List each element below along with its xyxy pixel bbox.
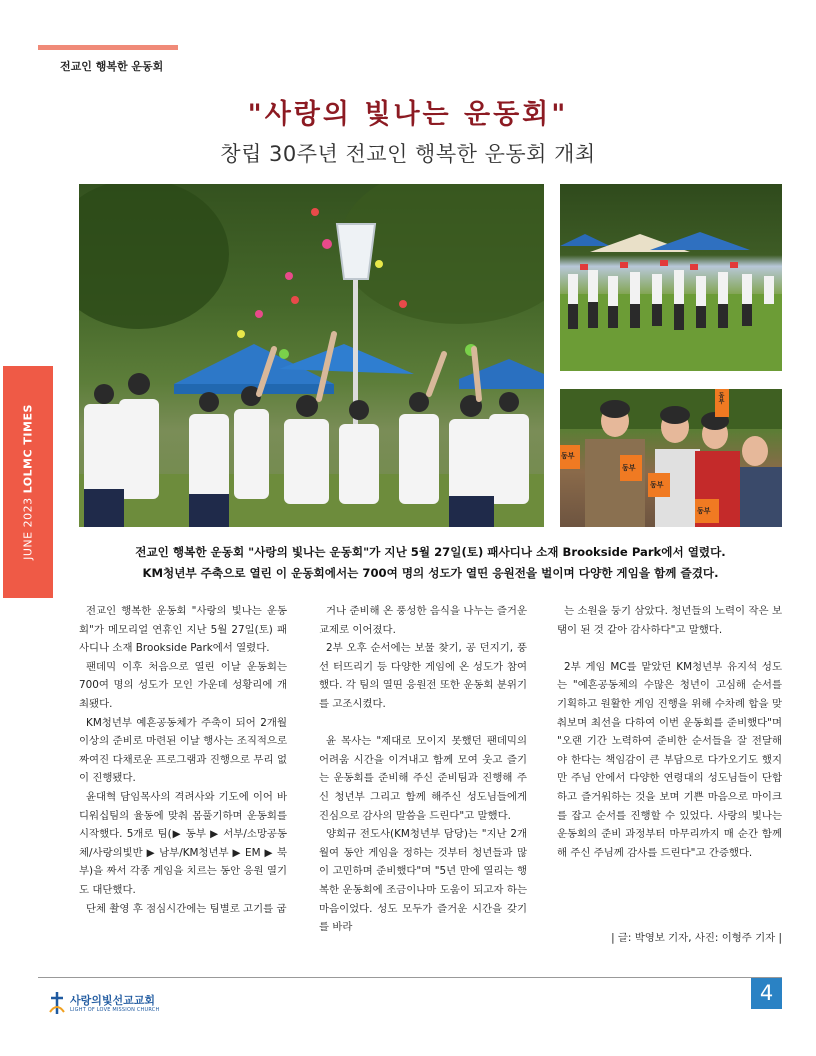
page-number: 4 <box>751 978 782 1009</box>
logo-subtitle: LIGHT OF LOVE MISSION CHURCH <box>70 1007 160 1013</box>
photo-cheer-signs-illustration <box>560 389 782 527</box>
sign-label: 동부 <box>697 507 711 515</box>
section-label: 전교인 행복한 운동회 <box>60 60 164 73</box>
side-tab-title: LOLMC TIMES <box>21 404 35 494</box>
paragraph: 양희규 전도사(KM청년부 담당)는 "지난 2개월여 동안 게임을 정하는 것부터 청년들과 많이 고민하며 준비했다"며 "5년 만에 열리는 행복한 운동회에 조금이나마 도움이 되고자 하는 마음이었다. 성도 모두가 즐거운 시간을 갖기를 바라 <box>319 828 527 934</box>
byline: | 글: 박영보 기자, 사진: 이형주 기자 | <box>611 932 782 944</box>
paragraph: 단체 촬영 후 점심시간에는 팀별로 고기를 굽 <box>86 902 287 915</box>
paragraph: 2부 게임 MC를 맡았던 KM청년부 유지석 성도는 "예흔공동체의 수많은 청년이 고심해 순서를 기획하고 원활한 게임 진행을 위해 수차례 합을 맞춰보며 최선을 다하여 이번 운동회를 준비했다"며 "오랜 기간 노력하여 준비한 순서들을 잘 전달해야 한다는 책임감이 큰 부담으로 다가오기도 했지만 주님 안에서 다양한 연령대의 성도님들이 단합하고 즐거워하는 것을 보며 기쁜 마음으로 마이크를 잡고 순서를 진행할 수 있었다. 사랑의 빛나는 운동회의 준비 과정부터 마무리까지 매 순간 함께해 주신 주님께 감사를 드린다"고 간증했다. <box>557 660 782 859</box>
photo-caption <box>79 542 782 584</box>
photo-ball-toss-illustration <box>79 184 544 527</box>
side-tab <box>3 366 53 598</box>
caption-line: 전교인 행복한 운동회 "사랑의 빛나는 운동회"가 지난 5월 27일(토) 패사디나 소재 Brookside Park에서 열렸다. <box>135 545 726 559</box>
article-column-1 <box>79 602 287 918</box>
paragraph: KM청년부 예흔공동체가 주축이 되어 2개월 이상의 준비로 마련된 이날 행사는 조직적으로 짜여진 다채로운 프로그램과 진행으로 무리 없이 진행됐다. <box>79 716 287 785</box>
photo-team-cheer-illustration <box>560 184 782 371</box>
article-column-2 <box>319 602 527 937</box>
paragraph: 팬데믹 이후 처음으로 열린 이날 운동회는 700여 명의 성도가 모인 가운데 성황리에 개최됐다. <box>79 660 287 710</box>
paragraph: 거나 준비해 온 풍성한 음식을 나누는 즐거운 교제로 이어졌다. <box>319 605 527 636</box>
logo-name: 사랑의빛선교교회 <box>70 994 156 1007</box>
paragraph-gap <box>319 714 527 733</box>
footer-divider <box>38 977 782 978</box>
header-accent-bar <box>38 45 178 50</box>
paragraph: 전교인 행복한 운동회 "사랑의 빛나는 운동회"가 메모리얼 연휴인 지난 5월 27일(토) 패사디나 소재 Brookside Park에서 열렸다. <box>79 605 287 655</box>
article-column-3 <box>557 602 782 862</box>
paragraph: 2부 오후 순서에는 보물 찾기, 공 던지기, 풍선 터뜨리기 등 다양한 게임에 온 성도가 참여했다. 각 팀의 열띤 응원전 또한 운동회 분위기를 고조시켰다. <box>319 642 527 710</box>
caption-line: KM청년부 주축으로 열린 이 운동회에서는 700여 명의 성도가 열띤 응원전을 벌이며 다양한 게임을 함께 즐겼다. <box>142 566 719 580</box>
sign-label: 동부 <box>650 481 664 489</box>
paragraph: 윤 목사는 "제대로 모이지 못했던 팬데믹의 어려움 시간을 이겨내고 함께 모여 웃고 즐기는 운동회를 준비해 주신 준비팀과 진행해 주신 청년부 그리고 함께 해주신 성도님들에게 진심으로 감사의 말씀을 드린다"고 말했다. <box>319 735 527 822</box>
paragraph-gap <box>557 639 782 658</box>
paragraph: 는 소원을 둥기 삼았다. 청년들의 노력이 작은 보탬이 된 것 같아 감사하다"고 말했다. <box>557 605 782 636</box>
photo-team-cheer <box>560 184 782 371</box>
photo-ball-toss <box>79 184 544 527</box>
sign-label: 동부 <box>561 452 575 460</box>
sign-label: 동부 <box>622 464 636 472</box>
headline: "사랑의 빛나는 운동회" <box>247 99 569 130</box>
side-tab-month: JUNE 2023 <box>21 497 35 560</box>
sign-label: 동부 <box>717 392 724 404</box>
photo-cheer-signs <box>560 389 782 527</box>
paragraph: 윤대혁 담임목사의 격려사와 기도에 이어 바디워십팀의 율동에 맞춰 몸풀기하며 운동회를 시작했다. 5개로 팀(▶ 동부 ▶ 서부/소망공동체/사랑의빛반 ▶ 남부/KM청년부 ▶ EM ▶ 북부)을 짜서 각종 게임을 치르는 동안 응원 열기도 대단했다. <box>79 790 287 896</box>
subhead: 창립 30주년 전교인 행복한 운동회 개최 <box>220 142 596 166</box>
cross-flame-icon <box>48 992 66 1014</box>
church-logo <box>48 990 168 1018</box>
side-tab-text <box>22 404 35 560</box>
